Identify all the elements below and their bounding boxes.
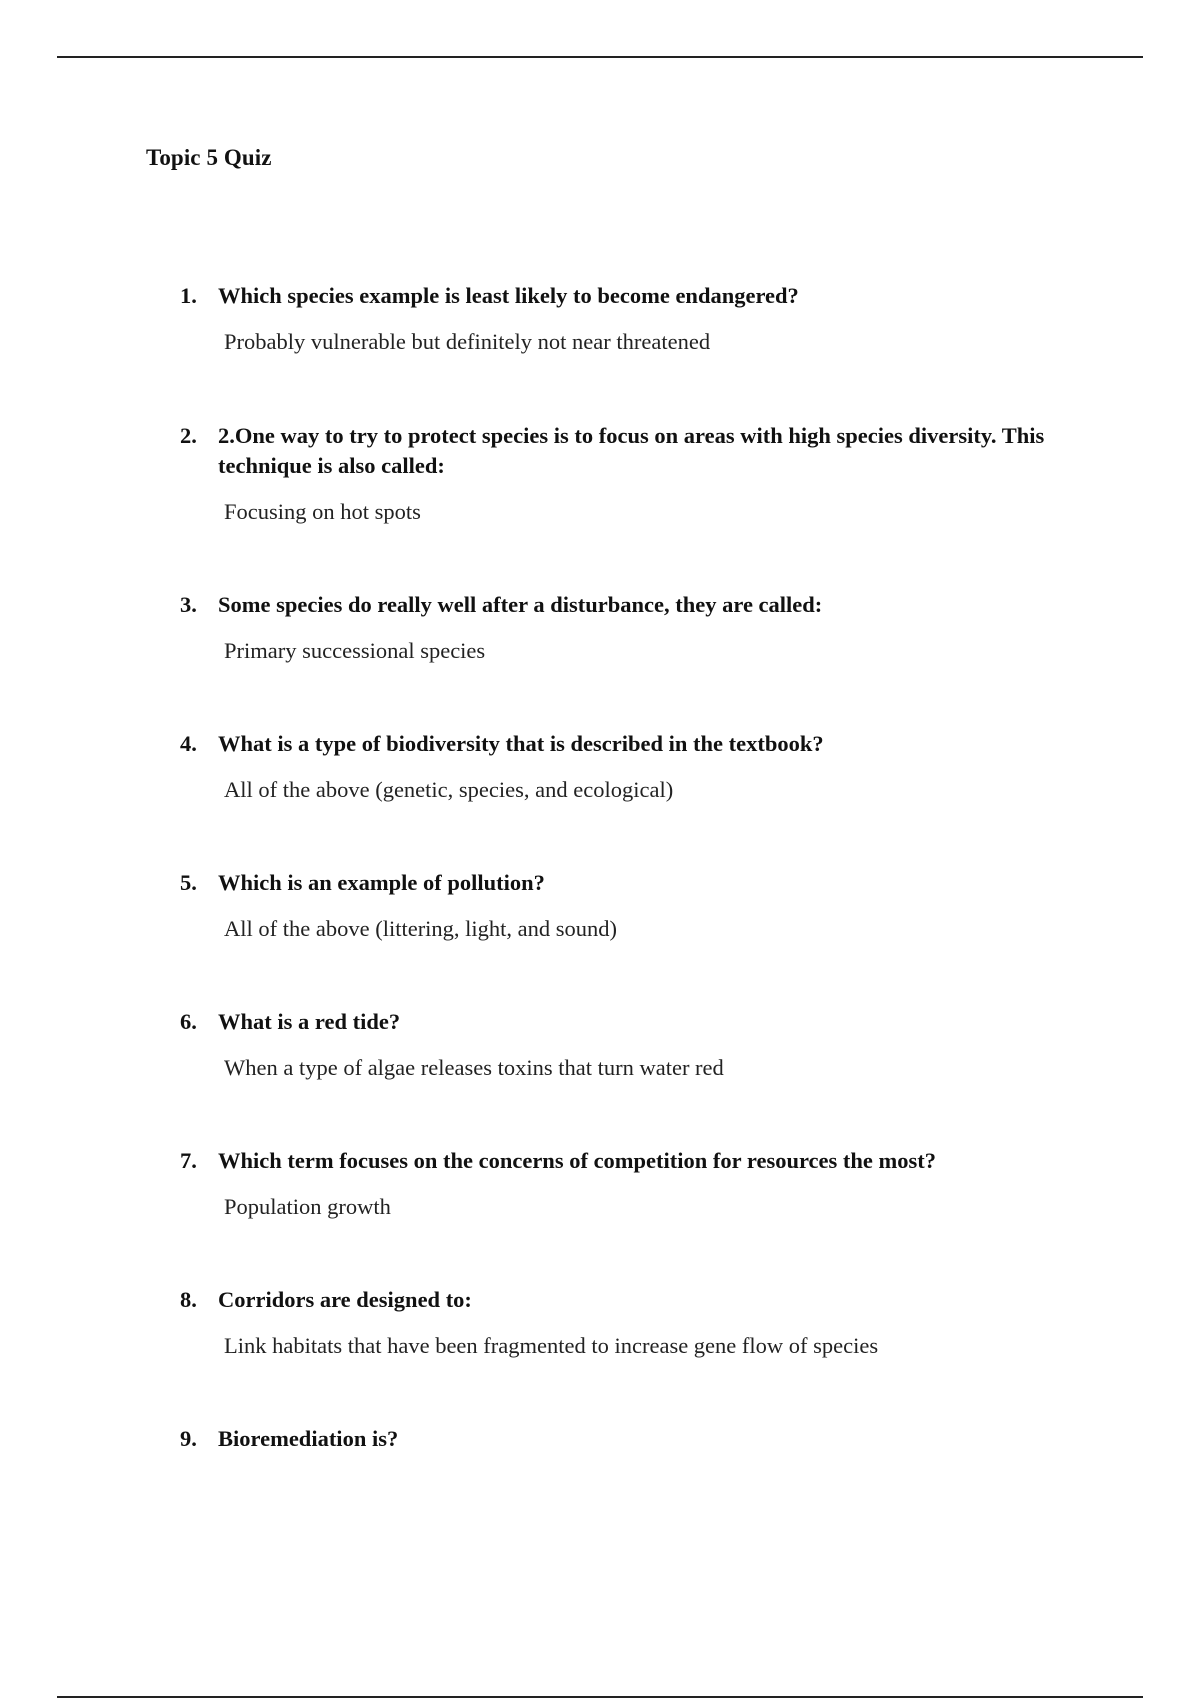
answer-text: All of the above (littering, light, and sound) bbox=[224, 916, 618, 941]
question-item-8 bbox=[180, 1285, 1080, 1361]
question-text: Which species example is least likely to become endangered? bbox=[218, 283, 799, 308]
question-text: Some species do really well after a disturbance, they are called: bbox=[218, 592, 823, 617]
question-item-4 bbox=[180, 729, 1080, 805]
answer-text: Population growth bbox=[224, 1194, 391, 1219]
answer-text: When a type of algae releases toxins that turn water red bbox=[224, 1055, 724, 1080]
bottom-rule bbox=[57, 1696, 1143, 1698]
document-title: Topic 5 Quiz bbox=[146, 145, 272, 170]
answer-text: Link habitats that have been fragmented to increase gene flow of species bbox=[224, 1333, 879, 1358]
question-text: What is a type of biodiversity that is described in the textbook? bbox=[218, 731, 824, 756]
question-item-9 bbox=[180, 1424, 1080, 1470]
question-text: Which term focuses on the concerns of competition for resources the most? bbox=[218, 1148, 937, 1173]
answer-text: Primary successional species bbox=[224, 638, 486, 663]
question-text: 2.One way to try to protect species is to focus on areas with high species diversity. This technique is also called: bbox=[218, 423, 1045, 478]
question-text: What is a red tide? bbox=[218, 1009, 401, 1034]
question-text: Which is an example of pollution? bbox=[218, 870, 545, 895]
question-number: 3. bbox=[180, 592, 197, 617]
question-item-1 bbox=[180, 281, 1080, 357]
question-number: 1. bbox=[180, 283, 197, 308]
question-number: 4. bbox=[180, 731, 197, 756]
top-rule bbox=[57, 56, 1143, 58]
question-text: Bioremediation is? bbox=[218, 1426, 399, 1451]
question-item-3 bbox=[180, 590, 1080, 666]
question-number: 2. bbox=[180, 423, 197, 448]
question-number: 7. bbox=[180, 1148, 197, 1173]
question-item-5 bbox=[180, 868, 1080, 944]
question-number: 5. bbox=[180, 870, 197, 895]
question-item-6 bbox=[180, 1007, 1080, 1083]
question-text: Corridors are designed to: bbox=[218, 1287, 472, 1312]
question-item-2 bbox=[180, 421, 1080, 527]
answer-text: Probably vulnerable but definitely not near threatened bbox=[224, 329, 711, 354]
question-number: 6. bbox=[180, 1009, 197, 1034]
question-item-7 bbox=[180, 1146, 1080, 1222]
answer-text: All of the above (genetic, species, and ecological) bbox=[224, 777, 674, 802]
question-number: 9. bbox=[180, 1426, 197, 1451]
question-number: 8. bbox=[180, 1287, 197, 1312]
answer-text: Focusing on hot spots bbox=[224, 499, 421, 524]
